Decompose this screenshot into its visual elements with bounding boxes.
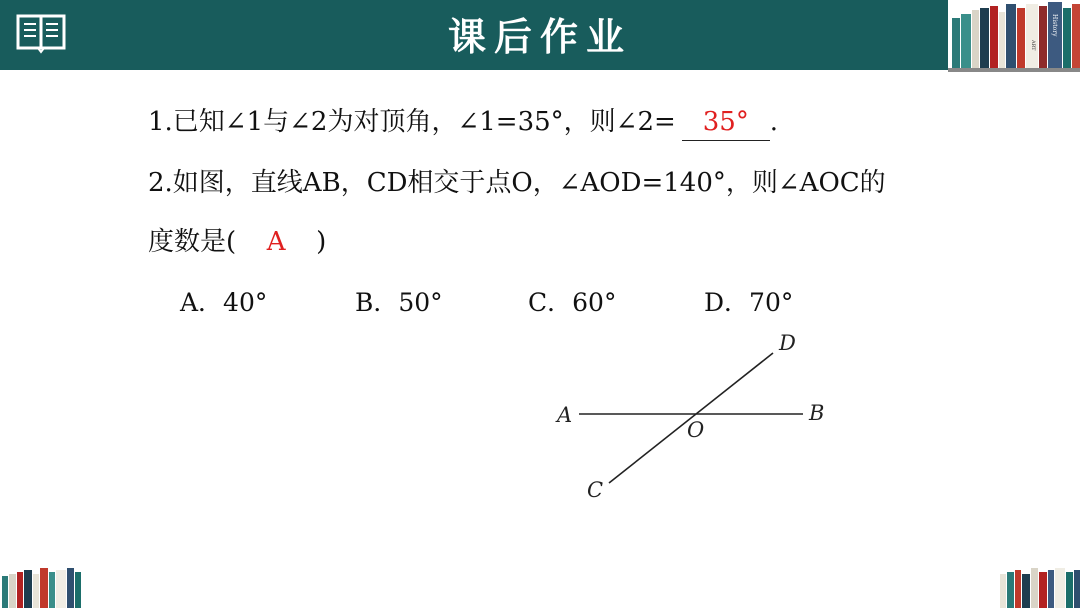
question-1-period: . bbox=[769, 107, 779, 137]
question-2-line-1: 2.如图，直线AB，CD相交于点O，∠AOD=140°，则∠AOC的 bbox=[148, 168, 886, 198]
option-c: C．60° bbox=[528, 288, 617, 317]
bookshelf-icon bbox=[1000, 566, 1080, 608]
question-1-text: 1.已知∠1与∠2为对顶角，∠1=35°，则∠2= bbox=[148, 107, 676, 137]
bookshelf-icon bbox=[948, 0, 1080, 72]
spine-label-history: History bbox=[1051, 14, 1058, 37]
question-2-line-2 bbox=[148, 224, 326, 260]
question-2-answer: A bbox=[266, 227, 286, 257]
question-2-paren-open: 度数是( bbox=[148, 227, 237, 257]
options-row bbox=[180, 285, 880, 321]
spine-label-art: ART bbox=[1030, 40, 1036, 51]
intersecting-lines-figure bbox=[545, 325, 845, 505]
question-1-answer: 35° bbox=[682, 104, 770, 141]
label-d: D bbox=[779, 331, 796, 355]
label-b: B bbox=[809, 401, 825, 425]
label-o: O bbox=[687, 418, 705, 442]
option-d: D．70° bbox=[704, 288, 794, 317]
option-a: A．40° bbox=[180, 288, 268, 317]
bookshelf-icon bbox=[0, 566, 82, 608]
option-b: B．50° bbox=[355, 288, 443, 317]
label-c: C bbox=[587, 478, 604, 502]
question-2-paren-close: ) bbox=[316, 227, 327, 257]
header-bar bbox=[0, 0, 1080, 70]
label-a: A bbox=[557, 403, 573, 427]
page-title: 课后作业 bbox=[447, 15, 632, 59]
question-1 bbox=[148, 104, 778, 141]
